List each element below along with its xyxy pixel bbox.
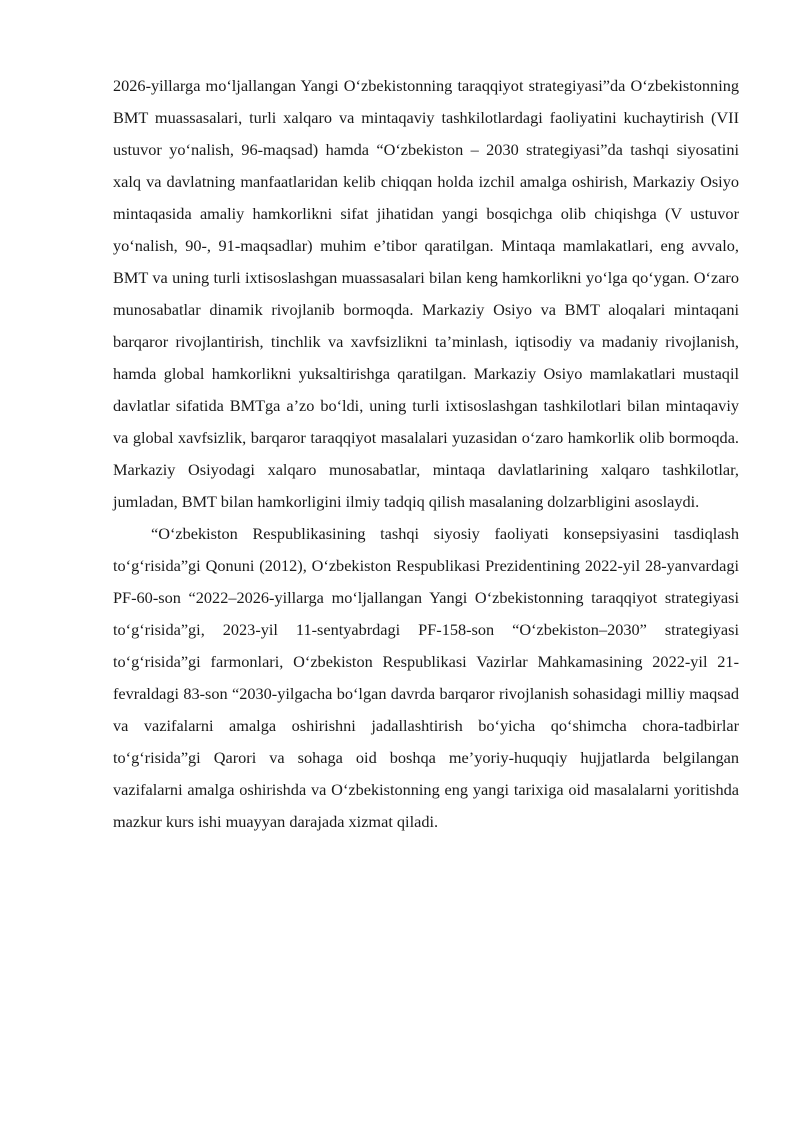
paragraph-continuation: 2026-yillarga mo‘ljallangan Yangi O‘zbekistonning taraqqiyot strategiyasi”da O‘zbekistonning BMT muassasalari, turli xalqaro va mintaqaviy tashkilotlardagi faoliyatini kuchaytirish (VII ustuvor yo‘nalish, 96-maqsad) hamda “O‘zbekiston – 2030 strategiyasi”da tashqi siyosatini xalq va davlatning manfaatlaridan kelib chiqqan holda izchil amalga oshirish, Markaziy Osiyo mintaqasida amaliy hamkorlikni sifat jihatidan yangi bosqichga olib chiqishga (V ustuvor yo‘nalish, 90-, 91-maqsadlar) muhim e’tibor qaratilgan. Mintaqa mamlakatlari, eng avvalo, BMT va uning turli ixtisoslashgan muassasalari bilan keng hamkorlikni yo‘lga qo‘ygan. O‘zaro munosabatlar dinamik rivojlanib bormoqda. Markaziy Osiyo va BMT aloqalari mintaqani barqaror rivojlantirish, tinchlik va xavfsizlikni ta’minlash, iqtisodiy va madaniy rivojlanish, hamda global hamkorlikni yuksaltirishga qaratilgan. Markaziy Osiyo mamlakatlari mustaqil davlatlar sifatida BMTga a’zo bo‘ldi, uning turli ixtisoslashgan tashkilotlari bilan mintaqaviy va global xavfsizlik, barqaror taraqqiyot masalalari yuzasidan o‘zaro hamkorlik olib bormoqda. Markaziy Osiyodagi xalqaro munosabatlar, mintaqa davlatlarining xalqaro tashkilotlar, jumladan, BMT bilan hamkorligini ilmiy tadqiq qilish masalaning dolzarbligini asoslaydi. bbox=[113, 76, 739, 511]
paragraph-legal-basis: “O‘zbekiston Respublikasining tashqi siyosiy faoliyati konsepsiyasini tasdiqlash to‘g‘risida”gi Qonuni (2012), O‘zbekiston Respublikasi Prezidentining 2022-yil 28-yanvardagi PF-60-son “2022–2026-yillarga mo‘ljallangan Yangi O‘zbekistonning taraqqiyot strategiyasi to‘g‘risida”gi, 2023-yil 11-sentyabrdagi PF-158-son “O‘zbekiston–2030” strategiyasi to‘g‘risida”gi farmonlari, O‘zbekiston Respublikasi Vazirlar Mahkamasining 2022-yil 21-fevraldagi 83-son “2030-yilgacha bo‘lgan davrda barqaror rivojlanish sohasidagi milliy maqsad va vazifalarni amalga oshirishni jadallashtirish bo‘yicha qo‘shimcha chora-tadbirlar to‘g‘risida”gi Qarori va sohaga oid boshqa me’yoriy-huquqiy hujjatlarda belgilangan vazifalarni amalga oshirishda va O‘zbekistonning eng yangi tarixiga oid masalalarni yoritishda mazkur kurs ishi muayyan darajada xizmat qiladi. bbox=[113, 524, 739, 831]
document-page bbox=[113, 70, 739, 838]
